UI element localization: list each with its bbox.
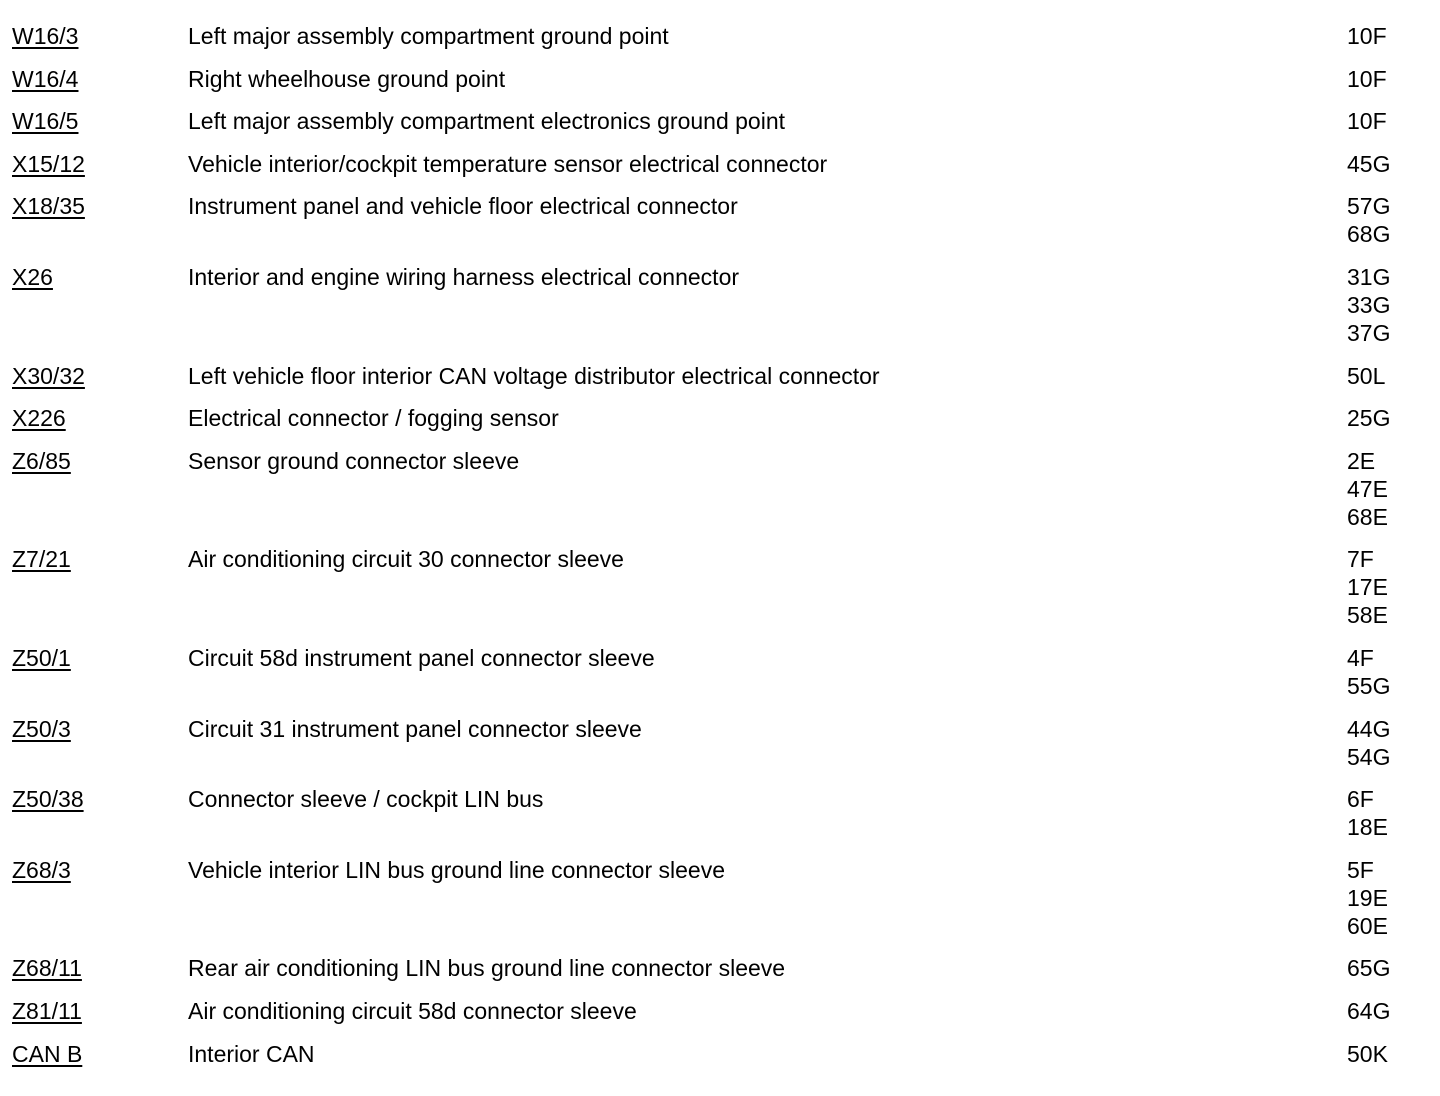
legend-row [12,362,1422,405]
component-code-link[interactable]: Z50/1 [12,644,71,671]
grid-location: 19E [1347,884,1388,911]
grid-location-list [1347,22,1422,50]
grid-location: 10F [1347,23,1387,49]
grid-location: 68G [1347,221,1391,248]
legend-row [12,192,1422,263]
grid-location: 10F [1347,108,1387,135]
grid-location: 60E [1347,912,1388,939]
component-description: Air conditioning circuit 58d connector sleeve [188,997,637,1024]
grid-location-list [1347,644,1422,700]
grid-location: 50L [1347,362,1386,389]
grid-location: 65G [1347,955,1391,982]
grid-location: 58E [1347,602,1388,629]
component-description: Rear air conditioning LIN bus ground line connector sleeve [188,955,786,982]
grid-location-list [1347,785,1422,841]
legend-row [12,856,1422,955]
grid-location-list [1347,150,1422,178]
legend-row [12,22,1422,65]
grid-location-list [1347,107,1422,135]
grid-location: 6F [1347,786,1374,813]
grid-location-list [1347,447,1422,531]
component-code-link[interactable]: Z81/11 [12,997,82,1024]
component-code-link[interactable]: X226 [12,405,66,432]
grid-location: 5F [1347,856,1374,883]
component-code-link[interactable]: W16/5 [12,108,79,135]
legend-row [12,1040,1422,1083]
legend-row [12,447,1422,546]
grid-location-list [1347,362,1422,390]
grid-location: 4F [1347,644,1374,671]
component-code-link[interactable]: Z50/3 [12,715,71,742]
component-legend-list [12,22,1422,1082]
grid-location: 44G [1347,715,1391,742]
legend-row [12,954,1422,997]
grid-location: 18E [1347,814,1388,841]
grid-location: 17E [1347,574,1388,601]
legend-row [12,107,1422,150]
grid-location: 25G [1347,405,1391,432]
component-description: Interior and engine wiring harness electrical connector [188,263,740,290]
component-description: Left vehicle floor interior CAN voltage distributor electrical connector [188,362,880,389]
grid-location: 64G [1347,997,1391,1024]
component-description: Circuit 58d instrument panel connector sleeve [188,644,655,671]
component-code-link[interactable]: Z68/3 [12,856,71,883]
grid-location: 10F [1347,65,1387,92]
component-code-link[interactable]: Z68/11 [12,955,82,982]
grid-location-list [1347,263,1422,347]
grid-location: 31G [1347,263,1391,290]
legend-row [12,545,1422,644]
component-description: Vehicle interior LIN bus ground line connector sleeve [188,856,725,883]
component-description: Interior CAN [188,1040,315,1067]
grid-location: 2E [1347,447,1376,474]
grid-location: 54G [1347,743,1391,770]
legend-row [12,404,1422,447]
component-code-link[interactable]: X15/12 [12,150,85,177]
grid-location: 68E [1347,503,1388,530]
grid-location-list [1347,404,1422,432]
grid-location: 55G [1347,672,1391,699]
grid-location-list [1347,997,1422,1025]
component-description: Circuit 31 instrument panel connector sleeve [188,715,642,742]
legend-row [12,65,1422,108]
grid-location-list [1347,65,1422,93]
component-description: Left major assembly compartment electronics ground point [188,108,786,135]
component-code-link[interactable]: Z6/85 [12,447,71,474]
legend-row [12,644,1422,715]
component-description: Electrical connector / fogging sensor [188,405,559,432]
grid-location: 7F [1347,546,1374,573]
grid-location: 57G [1347,193,1391,220]
component-description: Right wheelhouse ground point [188,65,506,92]
grid-location-list [1347,954,1422,982]
legend-row [12,150,1422,193]
grid-location-list [1347,715,1422,771]
component-code-link[interactable]: X30/32 [12,362,85,389]
grid-location: 50K [1347,1040,1388,1067]
legend-row [12,715,1422,786]
grid-location: 45G [1347,150,1391,177]
legend-row [12,263,1422,362]
component-code-link[interactable]: X26 [12,263,53,290]
component-description: Sensor ground connector sleeve [188,447,520,474]
legend-row [12,785,1422,856]
component-code-link[interactable]: CAN B [12,1040,83,1067]
component-description: Left major assembly compartment ground point [188,23,669,49]
grid-location-list [1347,192,1422,248]
component-code-link[interactable]: W16/3 [12,23,79,49]
component-code-link[interactable]: Z50/38 [12,786,84,813]
legend-row [12,997,1422,1040]
component-description: Air conditioning circuit 30 connector sleeve [188,546,624,573]
grid-location-list [1347,545,1422,629]
component-code-link[interactable]: W16/4 [12,65,79,92]
grid-location: 47E [1347,475,1388,502]
grid-location-list [1347,1040,1422,1068]
component-code-link[interactable]: Z7/21 [12,546,71,573]
component-description: Instrument panel and vehicle floor electrical connector [188,193,738,220]
grid-location-list [1347,856,1422,940]
component-description: Connector sleeve / cockpit LIN bus [188,786,544,813]
component-description: Vehicle interior/cockpit temperature sensor electrical connector [188,150,828,177]
grid-location: 33G [1347,291,1391,318]
grid-location: 37G [1347,319,1391,346]
component-code-link[interactable]: X18/35 [12,193,85,220]
